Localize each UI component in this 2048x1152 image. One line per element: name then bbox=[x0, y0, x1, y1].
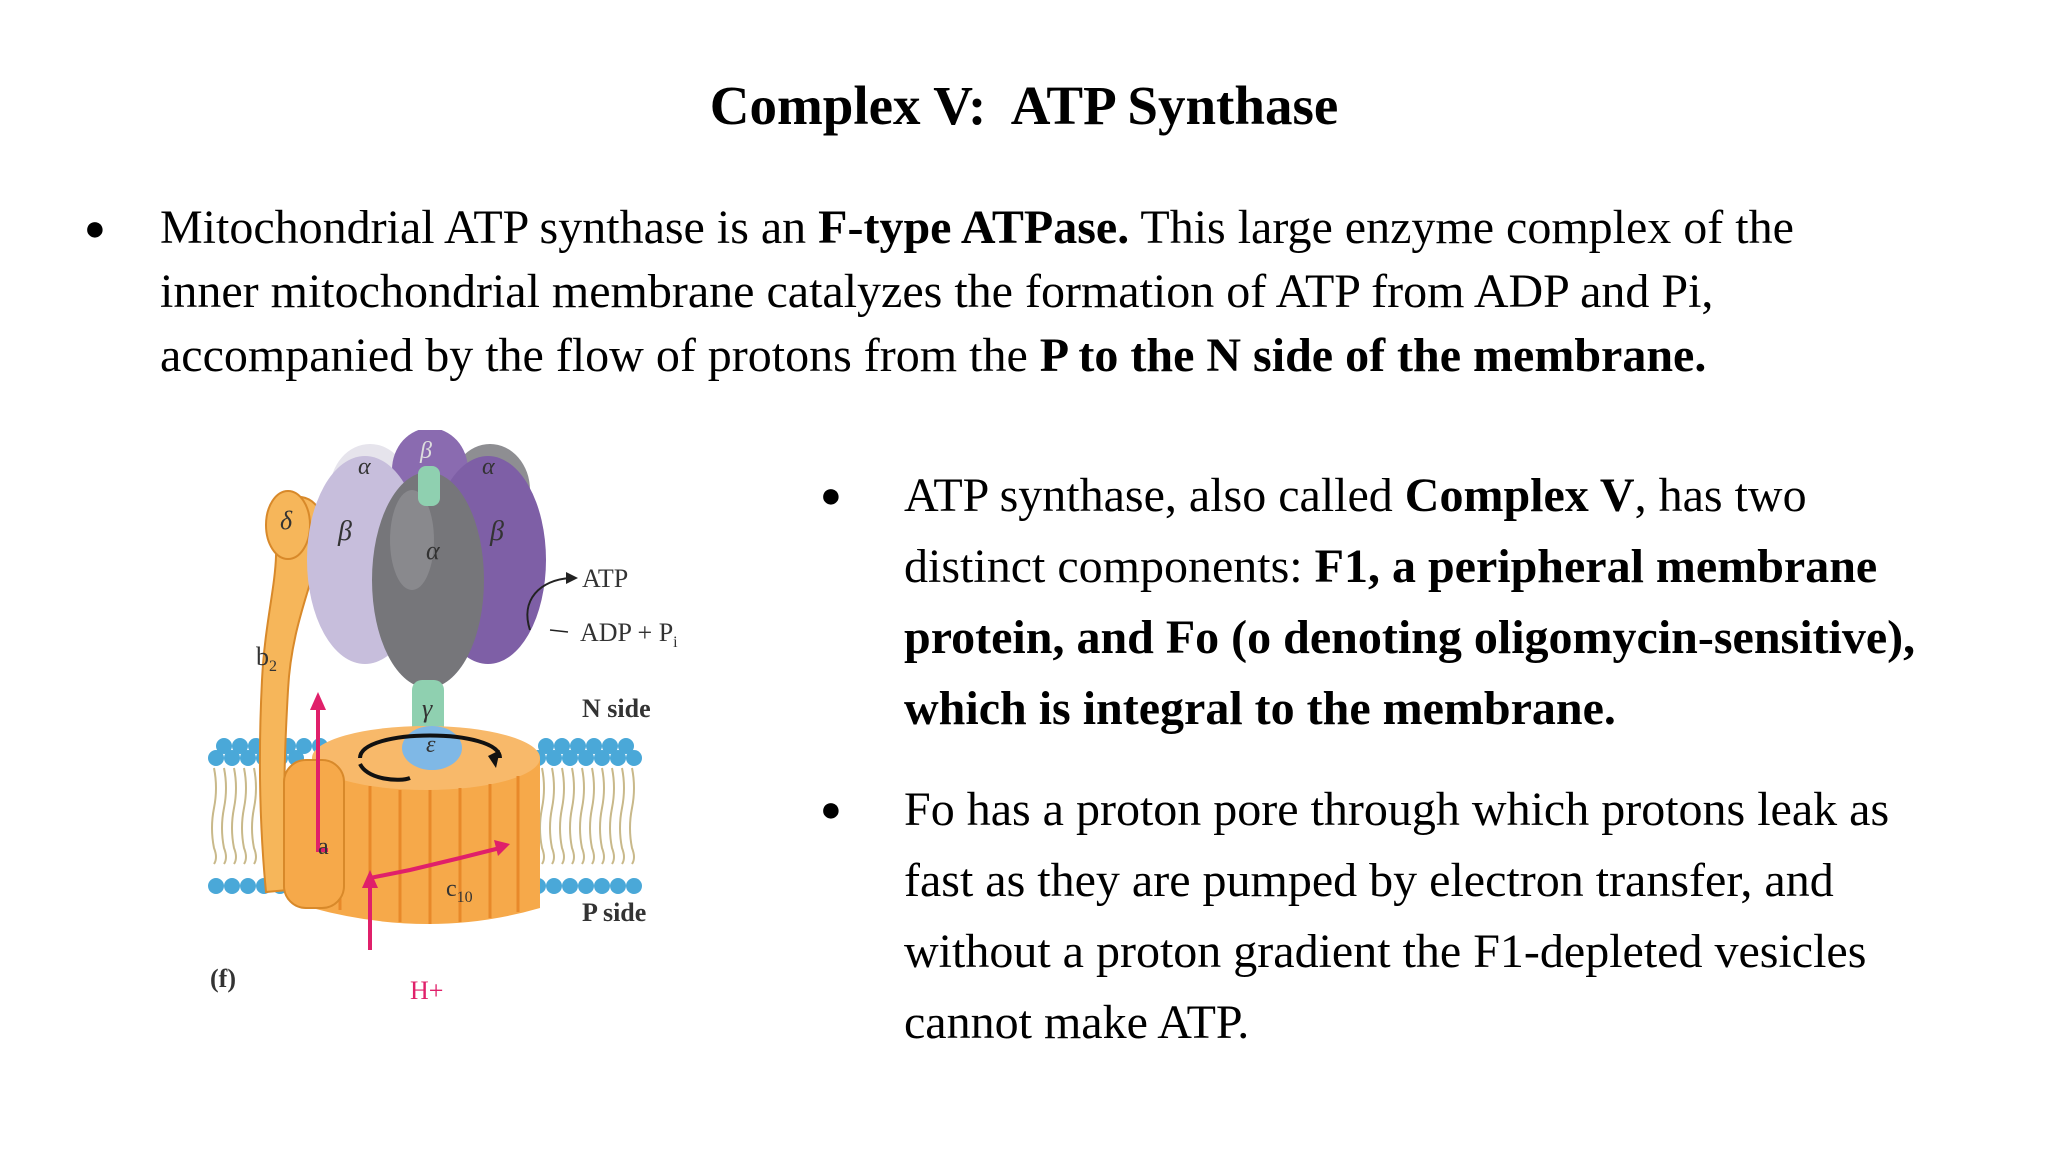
components-line-4 bbox=[904, 673, 2020, 744]
b2-subscript: 2 bbox=[269, 658, 277, 676]
intro-emphasis: F-type ATPase. bbox=[818, 201, 1130, 254]
bullet-dot: ● bbox=[820, 475, 842, 515]
label-delta: δ bbox=[280, 506, 293, 535]
components-text: ATP synthase, also called bbox=[904, 469, 1405, 522]
bullet-pore bbox=[820, 774, 2020, 1058]
intro-line-2: inner mitochondrial membrane catalyzes the formation of ATP from ADP and Pi, bbox=[160, 265, 1714, 318]
label-epsilon: ε bbox=[426, 732, 436, 758]
label-n-side: N side bbox=[582, 694, 651, 723]
pore-line-3: without a proton gradient the F1-depleted vesicles bbox=[904, 925, 1867, 978]
components-text: , has two bbox=[1634, 469, 1807, 522]
label-alpha-front: α bbox=[426, 536, 440, 565]
label-b2 bbox=[256, 642, 277, 676]
intro-line-3 bbox=[160, 324, 2000, 388]
label-h-plus: H+ bbox=[410, 976, 444, 1005]
label-beta-right: β bbox=[490, 516, 504, 547]
bullet-pore-text bbox=[904, 774, 2020, 1058]
pore-line-4: cannot make ATP. bbox=[904, 996, 1250, 1049]
bullet-dot: ● bbox=[84, 208, 106, 248]
c10-subscript: 10 bbox=[456, 888, 473, 906]
label-c10 bbox=[446, 876, 473, 907]
lipid-bilayer-right bbox=[530, 738, 642, 894]
label-beta-left: β bbox=[338, 516, 352, 547]
label-beta-top: β bbox=[420, 438, 432, 464]
components-emphasis: protein, and Fo (o denoting oligomycin-sensitive), bbox=[904, 611, 1916, 664]
label-alpha-right: α bbox=[482, 454, 495, 480]
label-adp-pi bbox=[580, 618, 678, 652]
components-line-2 bbox=[904, 531, 2020, 602]
pore-line-2: fast as they are pumped by electron transfer, and bbox=[904, 854, 1834, 907]
label-panel-f: (f) bbox=[210, 964, 236, 993]
intro-line-1 bbox=[160, 196, 2000, 260]
right-bullets bbox=[820, 460, 2020, 1088]
components-line-1 bbox=[904, 460, 2020, 531]
atp-synthase-diagram bbox=[200, 430, 720, 1030]
subunit-a bbox=[284, 760, 344, 908]
components-line-3 bbox=[904, 602, 2020, 673]
b2-text: b bbox=[256, 642, 269, 671]
components-emphasis: F1, a peripheral membrane bbox=[1314, 540, 1878, 593]
pi-subscript: i bbox=[673, 634, 678, 652]
components-emphasis: Complex V bbox=[1404, 469, 1635, 522]
bullet-components bbox=[820, 460, 2020, 744]
components-text: distinct components: bbox=[904, 540, 1315, 593]
label-p-side: P side bbox=[582, 898, 647, 927]
label-alpha-left: α bbox=[358, 454, 371, 480]
intro-emphasis: P to the N side of the membrane. bbox=[1039, 329, 1707, 382]
intro-text: This large enzyme complex of the bbox=[1129, 201, 1794, 254]
bullet-components-text bbox=[904, 460, 2020, 744]
slide-title: Complex V: ATP Synthase bbox=[709, 75, 1339, 136]
c10-text: c bbox=[446, 876, 457, 902]
pore-line-1: Fo has a proton pore through which protons leak as bbox=[904, 783, 1890, 836]
intro-text: accompanied by the flow of protons from the bbox=[160, 329, 1040, 382]
label-gamma: γ bbox=[422, 694, 433, 723]
intro-bullet-text bbox=[160, 196, 2000, 388]
label-atp: ATP bbox=[582, 564, 629, 593]
atp-synthase-illustration bbox=[200, 430, 720, 1030]
bullet-dot: ● bbox=[820, 789, 842, 829]
adp-pi-text: ADP + P bbox=[580, 618, 674, 647]
label-a: a bbox=[318, 834, 329, 860]
components-emphasis: which is integral to the membrane. bbox=[904, 682, 1616, 735]
intro-text: Mitochondrial ATP synthase is an bbox=[160, 201, 819, 254]
